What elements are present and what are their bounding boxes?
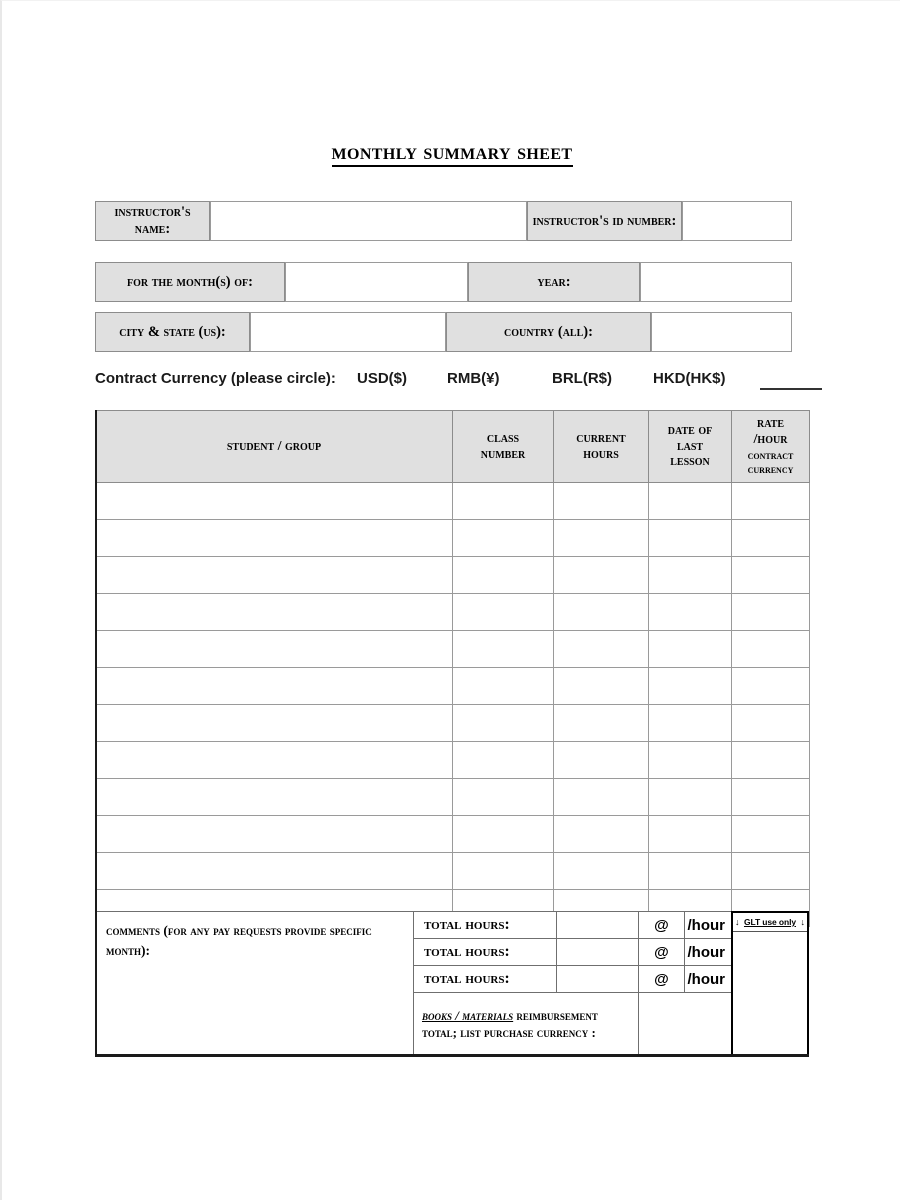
cell-rate-hour[interactable] bbox=[732, 557, 810, 594]
currency-other-blank[interactable] bbox=[760, 388, 822, 390]
cell-date-last-lesson[interactable] bbox=[649, 668, 732, 705]
cell-current-hours[interactable] bbox=[554, 631, 649, 668]
column-header-class-number: class number bbox=[453, 411, 554, 483]
cell-rate-hour[interactable] bbox=[732, 853, 810, 890]
total-hours-value-2[interactable] bbox=[557, 939, 639, 966]
cell-rate-hour[interactable] bbox=[732, 631, 810, 668]
currency-option-brl[interactable]: BRL(R$) bbox=[552, 370, 612, 387]
cell-current-hours[interactable] bbox=[554, 742, 649, 779]
cell-date-last-lesson[interactable] bbox=[649, 705, 732, 742]
cell-class-number[interactable] bbox=[453, 631, 554, 668]
cell-rate-hour[interactable] bbox=[732, 742, 810, 779]
cell-current-hours[interactable] bbox=[554, 520, 649, 557]
per-hour-label-1: /hour bbox=[685, 912, 732, 939]
cell-date-last-lesson[interactable] bbox=[649, 816, 732, 853]
cell-class-number[interactable] bbox=[453, 705, 554, 742]
table-row bbox=[96, 705, 810, 742]
books-total-line: total; list purchase currency : bbox=[422, 1025, 596, 1041]
country-field[interactable] bbox=[651, 312, 792, 352]
cell-rate-hour[interactable] bbox=[732, 483, 810, 520]
cell-current-hours[interactable] bbox=[554, 557, 649, 594]
city-state-field[interactable] bbox=[250, 312, 446, 352]
totals-row bbox=[96, 912, 732, 939]
cell-date-last-lesson[interactable] bbox=[649, 631, 732, 668]
cell-student-group[interactable] bbox=[96, 557, 453, 594]
currency-option-usd[interactable]: USD($) bbox=[357, 370, 408, 387]
page-title-wrap bbox=[95, 139, 809, 167]
table-row bbox=[96, 742, 810, 779]
country-label: country (all): bbox=[446, 312, 651, 352]
at-symbol-3: @ bbox=[639, 966, 685, 993]
column-header-rate-per-hour: rate /hour contract currency bbox=[732, 411, 810, 483]
table-bottom-border bbox=[95, 1054, 809, 1057]
glt-use-only-header bbox=[733, 913, 807, 932]
cell-class-number[interactable] bbox=[453, 853, 554, 890]
cell-date-last-lesson[interactable] bbox=[649, 779, 732, 816]
glt-use-only-field[interactable] bbox=[733, 932, 807, 1056]
cell-class-number[interactable] bbox=[453, 594, 554, 631]
cell-current-hours[interactable] bbox=[554, 779, 649, 816]
contract-currency-row bbox=[95, 370, 809, 394]
cell-date-last-lesson[interactable] bbox=[649, 483, 732, 520]
table-row bbox=[96, 816, 810, 853]
books-reimbursement-rest: reimbursement bbox=[513, 1007, 598, 1023]
cell-current-hours[interactable] bbox=[554, 668, 649, 705]
table-body bbox=[96, 483, 810, 927]
table-row bbox=[96, 631, 810, 668]
table-row bbox=[96, 594, 810, 631]
cell-date-last-lesson[interactable] bbox=[649, 594, 732, 631]
at-symbol-1: @ bbox=[639, 912, 685, 939]
table-left-border bbox=[95, 410, 97, 1056]
instructor-id-field[interactable] bbox=[682, 201, 792, 241]
total-hours-label-1: total hours: bbox=[414, 912, 557, 939]
cell-student-group[interactable] bbox=[96, 742, 453, 779]
cell-student-group[interactable] bbox=[96, 779, 453, 816]
cell-current-hours[interactable] bbox=[554, 816, 649, 853]
cell-class-number[interactable] bbox=[453, 816, 554, 853]
per-hour-label-2: /hour bbox=[685, 939, 732, 966]
table-row bbox=[96, 853, 810, 890]
arrow-down-icon-right: ↓ bbox=[800, 916, 805, 927]
comments-cell[interactable] bbox=[96, 912, 414, 1056]
table-header-row bbox=[96, 411, 810, 483]
total-hours-label-3: total hours: bbox=[414, 966, 557, 993]
cell-current-hours[interactable] bbox=[554, 483, 649, 520]
column-header-student-group: student / group bbox=[96, 411, 453, 483]
student-hours-table bbox=[95, 410, 810, 927]
instructor-id-label: instructor's id number: bbox=[527, 201, 682, 241]
per-hour-label-3: /hour bbox=[685, 966, 732, 993]
table-row bbox=[96, 520, 810, 557]
comments-label: comments (for any pay requests provide specific month): bbox=[106, 923, 372, 958]
books-reimbursement-value[interactable] bbox=[639, 993, 732, 1056]
cell-student-group[interactable] bbox=[96, 520, 453, 557]
year-field[interactable] bbox=[640, 262, 792, 302]
cell-student-group[interactable] bbox=[96, 853, 453, 890]
glt-use-only-label: GLT use only bbox=[743, 917, 796, 927]
cell-current-hours[interactable] bbox=[554, 853, 649, 890]
currency-option-rmb[interactable]: RMB(¥) bbox=[447, 370, 500, 387]
column-header-current-hours: current hours bbox=[554, 411, 649, 483]
instructor-info-row bbox=[95, 201, 792, 241]
cell-current-hours[interactable] bbox=[554, 594, 649, 631]
at-symbol-2: @ bbox=[639, 939, 685, 966]
city-state-label: city & state (us): bbox=[95, 312, 250, 352]
total-hours-value-3[interactable] bbox=[557, 966, 639, 993]
totals-table bbox=[95, 911, 732, 1056]
cell-student-group[interactable] bbox=[96, 705, 453, 742]
cell-class-number[interactable] bbox=[453, 557, 554, 594]
table-row bbox=[96, 557, 810, 594]
table-row bbox=[96, 668, 810, 705]
cell-rate-hour[interactable] bbox=[732, 520, 810, 557]
currency-option-hkd[interactable]: HKD(HK$) bbox=[653, 370, 726, 387]
cell-current-hours[interactable] bbox=[554, 705, 649, 742]
cell-date-last-lesson[interactable] bbox=[649, 853, 732, 890]
cell-date-last-lesson[interactable] bbox=[649, 557, 732, 594]
month-field[interactable] bbox=[285, 262, 468, 302]
cell-date-last-lesson[interactable] bbox=[649, 742, 732, 779]
cell-class-number[interactable] bbox=[453, 779, 554, 816]
month-year-info-row bbox=[95, 262, 792, 302]
city-country-info-row bbox=[95, 312, 792, 352]
table-row bbox=[96, 483, 810, 520]
cell-student-group[interactable] bbox=[96, 668, 453, 705]
month-label: for the month(s) of: bbox=[95, 262, 285, 302]
summary-bottom-block bbox=[95, 911, 809, 1056]
glt-use-only-box[interactable] bbox=[731, 911, 809, 1056]
year-label: year: bbox=[468, 262, 640, 302]
cell-rate-hour[interactable] bbox=[732, 816, 810, 853]
instructor-name-label: instructor's name: bbox=[95, 201, 210, 241]
books-materials-emphasis: books / materials bbox=[422, 1007, 514, 1023]
cell-rate-hour[interactable] bbox=[732, 668, 810, 705]
cell-rate-hour[interactable] bbox=[732, 705, 810, 742]
cell-class-number[interactable] bbox=[453, 520, 554, 557]
cell-student-group[interactable] bbox=[96, 594, 453, 631]
page-title: monthly summary sheet bbox=[332, 139, 573, 167]
cell-class-number[interactable] bbox=[453, 483, 554, 520]
total-hours-value-1[interactable] bbox=[557, 912, 639, 939]
cell-date-last-lesson[interactable] bbox=[649, 520, 732, 557]
cell-class-number[interactable] bbox=[453, 742, 554, 779]
cell-class-number[interactable] bbox=[453, 668, 554, 705]
cell-student-group[interactable] bbox=[96, 816, 453, 853]
column-header-date-of-last-lesson: date of last lesson bbox=[649, 411, 732, 483]
cell-student-group[interactable] bbox=[96, 483, 453, 520]
cell-student-group[interactable] bbox=[96, 631, 453, 668]
instructor-name-field[interactable] bbox=[210, 201, 527, 241]
cell-rate-hour[interactable] bbox=[732, 779, 810, 816]
total-hours-label-2: total hours: bbox=[414, 939, 557, 966]
books-reimbursement-label bbox=[414, 993, 639, 1056]
arrow-down-icon-left: ↓ bbox=[735, 916, 740, 927]
contract-currency-label: Contract Currency (please circle): bbox=[95, 370, 336, 387]
table-row bbox=[96, 779, 810, 816]
cell-rate-hour[interactable] bbox=[732, 594, 810, 631]
